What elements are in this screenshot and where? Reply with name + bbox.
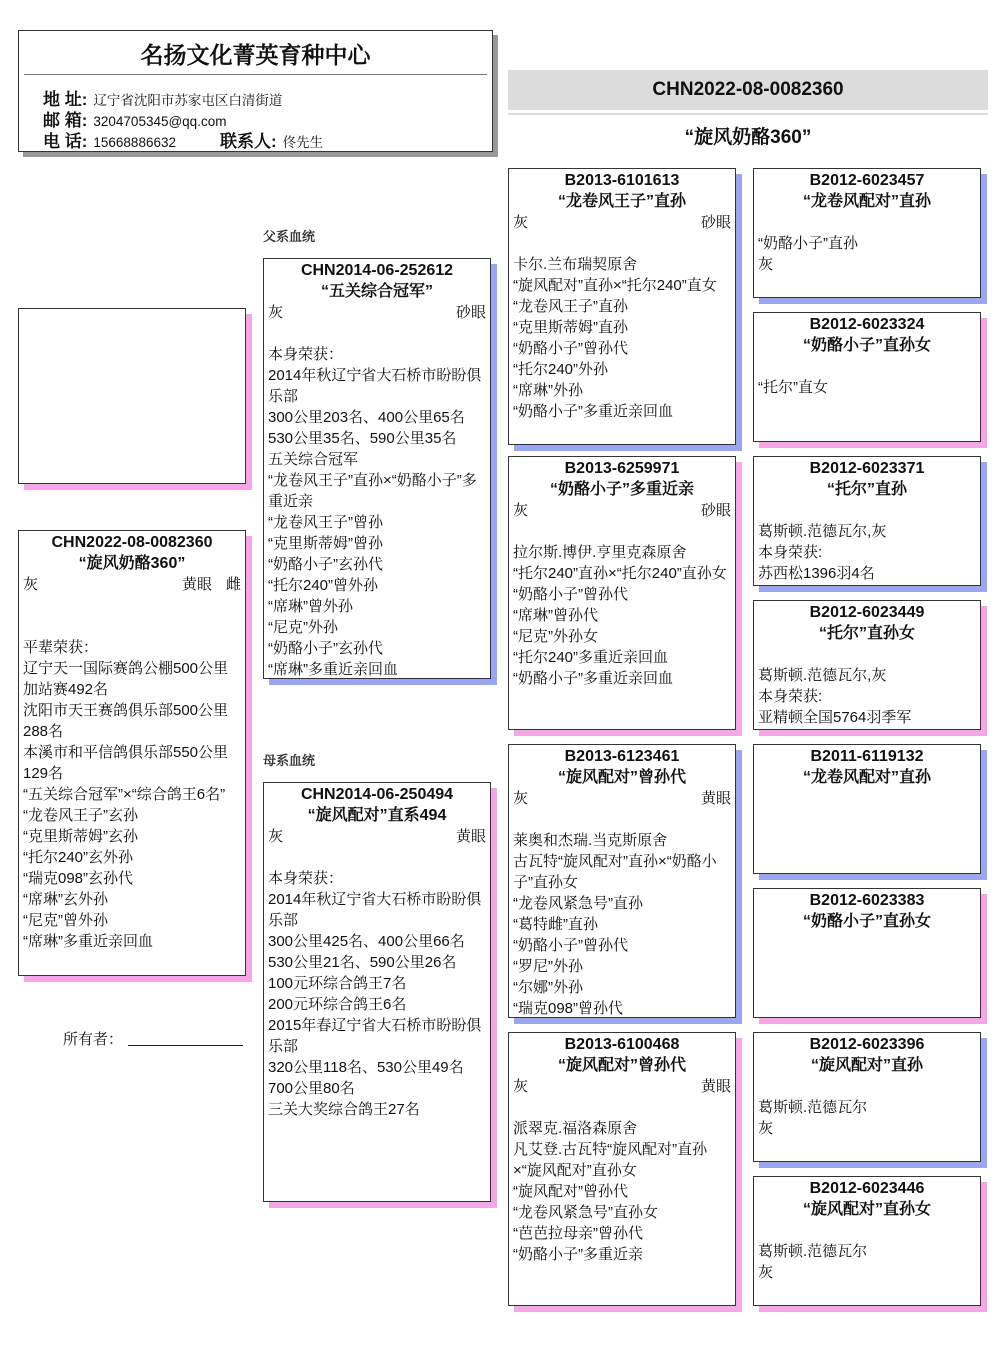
spacer: [513, 809, 731, 830]
address-label: 地 址:: [43, 90, 88, 109]
eye-type: 黄眼: [181, 576, 212, 593]
spacer: [758, 212, 976, 233]
pigeon-card-gen4: [753, 1032, 981, 1162]
pedigree-line: 2014年秋辽宁省大石桥市盼盼俱乐部: [268, 891, 482, 929]
pedigree-line: 古瓦特“旋风配对”直孙×“奶酪小子”直孙女: [513, 853, 717, 891]
pigeon-name: “托尔”直孙女: [818, 625, 915, 642]
pigeon-card-sire-dam: [508, 456, 736, 730]
spacer: [758, 644, 976, 665]
pedigree-line: 葛斯顿.范德瓦尔,灰: [758, 667, 887, 684]
pedigree-line: 葛斯顿.范德瓦尔: [758, 1243, 868, 1260]
pedigree-line: 灰: [758, 256, 774, 273]
pigeon-card-gen4: [753, 456, 981, 586]
pedigree-line: “尼克”外孙女: [513, 628, 598, 645]
pigeon-name: “托尔”直孙: [826, 481, 907, 498]
pedigree-line: “旋风配对”直孙×“托尔240”直女: [513, 277, 717, 294]
pedigree-line: 莱奥和杰瑞.当克斯原舍: [513, 832, 668, 849]
dam-line-label: 母系血统: [263, 753, 316, 768]
pigeon-name: “旋风配对”曾孙代: [557, 1057, 686, 1074]
sex: 雌: [225, 576, 241, 593]
eye-type: 砂眼: [700, 214, 731, 231]
pedigree-line: “奶酪小子”曾孙代: [513, 586, 628, 603]
pigeon-card-sire-sire: [508, 168, 736, 445]
pedigree-line: “托尔240”曾外孙: [268, 577, 379, 594]
eye-sex: [701, 500, 731, 521]
banner-divider: [508, 113, 988, 115]
color-eye-row: [513, 788, 731, 809]
subject-ring-banner: CHN2022-08-0082360: [508, 70, 988, 110]
color-eye-row: [513, 212, 731, 233]
pedigree-line: “芭芭拉母亲”曾孙代: [513, 1225, 643, 1242]
pedigree-line: 200元环综合鸽王6名: [268, 996, 407, 1013]
eye-sex: [182, 574, 241, 595]
pigeon-card-gen4: [753, 168, 981, 298]
pedigree-line: 葛斯顿.范德瓦尔: [758, 1099, 868, 1116]
ring-number: B2013-6100468: [564, 1036, 680, 1053]
pedigree-line: “席琳”外孙: [513, 382, 583, 399]
pigeon-name: “旋风配对”曾孙代: [557, 769, 686, 786]
pigeon-card-sire: [263, 258, 491, 679]
email-value: 3204705345@qq.com: [93, 114, 227, 129]
eye-sex: [701, 1076, 731, 1097]
ring-number: B2012-6023457: [809, 172, 925, 189]
pedigree-line: 平辈荣获：: [23, 639, 99, 656]
pedigree-line: “瑞克098”玄孙代: [23, 870, 134, 887]
spacer: [513, 233, 731, 254]
pedigree-line: 本溪市和平信鸽俱乐部550公里129名: [23, 744, 229, 782]
ring-number: B2012-6023446: [809, 1180, 925, 1197]
pigeon-name: “旋风配对”直系494: [307, 807, 447, 824]
subject-name-title: “旋风奶酪360”: [684, 127, 812, 148]
pigeon-card-gen4: [753, 744, 981, 874]
ring-number: CHN2014-06-250494: [300, 786, 454, 803]
owner-label: 所有者：: [63, 1031, 124, 1048]
pedigree-line: “托尔”直女: [758, 379, 828, 396]
pedigree-line: 亚精顿全国5764羽季军: [758, 709, 912, 726]
pedigree-line: 辽宁天一国际赛鸽公棚500公里加站赛492名: [23, 660, 229, 698]
pedigree-line: 320公里118名、530公里49名: [268, 1059, 464, 1076]
feather-color: 灰: [513, 1078, 529, 1095]
breeder-header: [18, 30, 493, 152]
pigeon-name: “旋风配对”直孙: [810, 1057, 923, 1074]
pedigree-line: 沈阳市天王赛鸽俱乐部500公里288名: [23, 702, 229, 740]
pedigree-line: 派翠克.福洛森原舍: [513, 1120, 638, 1137]
pedigree-line: “托尔240”外孙: [513, 361, 609, 378]
spacer: [23, 595, 241, 616]
color-eye-row: [513, 500, 731, 521]
pedigree-line: “奶酪小子”玄孙代: [268, 556, 383, 573]
pedigree-line: 530公里35名、590公里35名: [268, 430, 457, 447]
pedigree-line: “托尔240”直孙×“托尔240”直孙女: [513, 565, 727, 582]
pigeon-card-dam-dam: [508, 1032, 736, 1306]
pedigree-line: “克里斯蒂姆”曾孙: [268, 535, 383, 552]
ring-number: B2012-6023371: [809, 460, 925, 477]
contact-label: 联系人:: [219, 132, 277, 151]
pedigree-line: “奶酪小子”直孙: [758, 235, 858, 252]
pedigree-line: “奶酪小子”曾孙代: [513, 937, 628, 954]
pigeon-name: “奶酪小子”多重近亲: [549, 481, 694, 498]
color-eye-row: [268, 302, 486, 323]
ring-number: B2011-6119132: [810, 748, 924, 765]
pedigree-line: “奶酪小子”多重近亲回血: [513, 403, 673, 420]
pedigree-line: “奶酪小子”曾孙代: [513, 340, 628, 357]
phone-row: [43, 127, 323, 152]
eye-type: 黄眼: [455, 828, 486, 845]
pedigree-line: “奶酪小子”多重近亲回血: [513, 670, 673, 687]
pigeon-name: “旋风奶酪360”: [78, 555, 186, 572]
pigeon-card-gen4: [753, 888, 981, 1018]
ring-number: B2013-6101613: [564, 172, 680, 189]
feather-color: 灰: [513, 214, 529, 231]
photo-placeholder: [18, 308, 246, 484]
pedigree-line: “尼克”曾外孙: [23, 912, 108, 929]
pedigree-line: “席琳”曾外孙: [268, 598, 353, 615]
pedigree-line: 700公里80名: [268, 1080, 355, 1097]
pigeon-name: “旋风配对”直孙女: [802, 1201, 931, 1218]
feather-color: 灰: [268, 304, 284, 321]
spacer: [268, 323, 486, 344]
pedigree-line: “托尔240”多重近亲回血: [513, 649, 669, 666]
pedigree-line: 本身荣获:: [758, 544, 823, 561]
pedigree-line: 五关综合冠军: [268, 451, 359, 468]
eye-sex: [456, 302, 486, 323]
feather-color: 灰: [513, 790, 529, 807]
pigeon-name: “奶酪小子”直孙女: [802, 337, 931, 354]
pedigree-line: 凡艾登.古瓦特“旋风配对”直孙×“旋风配对”直孙女: [513, 1141, 708, 1179]
eye-type: 砂眼: [700, 502, 731, 519]
color-eye-row: [268, 826, 486, 847]
spacer: [758, 1220, 976, 1241]
color-eye-row: [23, 574, 241, 595]
pedigree-line: 300公里425名、400公里66名: [268, 933, 465, 950]
pedigree-line: “席琳”玄外孙: [23, 891, 108, 908]
pigeon-card-dam-sire: [508, 744, 736, 1018]
pedigree-line: 灰: [758, 1120, 774, 1137]
pedigree-line: 本身荣获：: [268, 870, 344, 887]
pedigree-line: 本身荣获:: [758, 688, 823, 705]
pigeon-name: “龙卷风配对”直孙: [802, 769, 931, 786]
eye-sex: [701, 788, 731, 809]
pedigree-line: “席琳”多重近亲回血: [268, 661, 398, 678]
pedigree-line: “龙卷风王子”曾孙: [268, 514, 383, 531]
pedigree-line: 2014年秋辽宁省大石桥市盼盼俱乐部: [268, 367, 482, 405]
eye-sex: [456, 826, 486, 847]
phone-label: 电 话:: [43, 132, 88, 151]
pedigree-line: 葛斯顿.范德瓦尔,灰: [758, 523, 887, 540]
sire-line-label: 父系血统: [263, 229, 316, 244]
pedigree-line: “龙卷风王子”直孙×“奶酪小子”多重近亲: [268, 472, 477, 510]
divider: [24, 74, 487, 75]
eye-type: 黄眼: [700, 1078, 731, 1095]
eye-type: 砂眼: [455, 304, 486, 321]
pedigree-line: “罗尼”外孙: [513, 958, 583, 975]
pedigree-line: “龙卷风王子”直孙: [513, 298, 628, 315]
ring-number: CHN2022-08-0082360: [51, 534, 213, 551]
address-value: 辽宁省沈阳市苏家屯区白清街道: [93, 93, 283, 108]
eye-sex: [701, 212, 731, 233]
email-label: 邮 箱:: [43, 111, 88, 130]
owner-signature-line: [128, 1045, 243, 1046]
pedigree-line: 100元环综合鸽王7名: [268, 975, 407, 992]
pigeon-name: “奶酪小子”直孙女: [802, 913, 931, 930]
ring-number: B2012-6023324: [809, 316, 925, 333]
pigeon-name: “五关综合冠军”: [320, 283, 433, 300]
pedigree-line: “席琳”曾孙代: [513, 607, 598, 624]
pedigree-line: 灰: [758, 1264, 774, 1281]
spacer: [758, 1076, 976, 1097]
pedigree-line: “旋风配对”曾孙代: [513, 1183, 628, 1200]
pigeon-card-gen4: [753, 312, 981, 442]
pedigree-line: “葛特雌”直孙: [513, 916, 598, 933]
ring-number: B2012-6023449: [809, 604, 925, 621]
spacer: [513, 1097, 731, 1118]
feather-color: 灰: [268, 828, 284, 845]
pedigree-line: 卡尔.兰布瑞契原舍: [513, 256, 638, 273]
pedigree-line: “席琳”多重近亲回血: [23, 933, 153, 950]
ring-number: CHN2014-06-252612: [300, 262, 454, 279]
ring-number: B2012-6023383: [809, 892, 925, 909]
pedigree-line: 苏西松1396羽4名: [758, 565, 875, 582]
pigeon-card-gen4: [753, 600, 981, 730]
pedigree-line: “尼克”外孙: [268, 619, 338, 636]
contact-value: 佟先生: [282, 135, 324, 150]
pigeon-card-subject: [18, 530, 246, 976]
ring-number: B2013-6259971: [564, 460, 680, 477]
pedigree-line: “瑞克098”曾孙代: [513, 1000, 624, 1017]
phone-value: 15668886632: [93, 135, 176, 150]
pedigree-line: 300公里203名、400公里65名: [268, 409, 465, 426]
spacer: [23, 616, 241, 637]
spacer: [758, 356, 976, 377]
pigeon-card-dam: [263, 782, 491, 1202]
ring-number: B2013-6123461: [564, 748, 680, 765]
pedigree-line: “奶酪小子”玄孙代: [268, 640, 383, 657]
feather-color: 灰: [23, 576, 39, 593]
spacer: [268, 847, 486, 868]
spacer: [758, 500, 976, 521]
pedigree-line: “克里斯蒂姆”直孙: [513, 319, 628, 336]
feather-color: 灰: [513, 502, 529, 519]
pigeon-name: “龙卷风王子”直孙: [557, 193, 686, 210]
pedigree-line: 拉尔斯.博伊.亨里克森原舍: [513, 544, 687, 561]
pigeon-name: “龙卷风配对”直孙: [802, 193, 931, 210]
pigeon-card-gen4: [753, 1176, 981, 1306]
pedigree-line: “尔娜”外孙: [513, 979, 583, 996]
pedigree-line: 530公里21名、590公里26名: [268, 954, 457, 971]
pedigree-line: 本身荣获：: [268, 346, 344, 363]
pedigree-line: “奶酪小子”多重近亲: [513, 1246, 643, 1263]
ring-number: B2012-6023396: [809, 1036, 925, 1053]
pedigree-line: “龙卷风王子”玄孙: [23, 807, 138, 824]
pedigree-line: “克里斯蒂姆”玄孙: [23, 828, 138, 845]
spacer: [513, 521, 731, 542]
pedigree-line: “龙卷风紧急号”直孙: [513, 895, 643, 912]
pedigree-line: 2015年春辽宁省大石桥市盼盼俱乐部: [268, 1017, 482, 1055]
pedigree-line: “托尔240”玄外孙: [23, 849, 134, 866]
pedigree-line: “龙卷风紧急号”直孙女: [513, 1204, 658, 1221]
eye-type: 黄眼: [700, 790, 731, 807]
breeder-name: 名扬文化菁英育种中心: [140, 42, 371, 68]
pedigree-line: 三关大奖综合鸽王27名: [268, 1101, 420, 1118]
pedigree-line: “五关综合冠军”×“综合鸽王6名”: [23, 786, 226, 803]
color-eye-row: [513, 1076, 731, 1097]
